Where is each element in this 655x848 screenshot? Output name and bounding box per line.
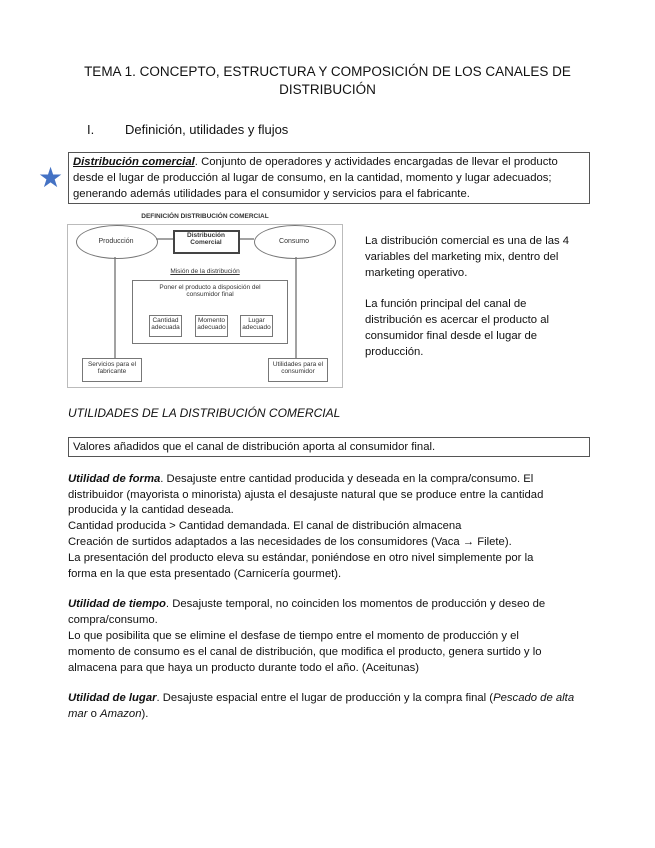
forma-text: producida y la cantidad deseada. [68,504,234,516]
diagram-momento: Momento adecuado [197,317,226,331]
diagram-consumo: Consumo [279,238,309,245]
diagram-mision: Misión de la distribución [170,268,240,275]
diagram [60,210,350,390]
forma-text: . Desajuste entre cantidad producida y deseada en la compra/consumo. El [160,473,534,485]
definition-text: desde el lugar de producción al lugar de consumo, en la cantidad, momento y lugar adecuados; [73,172,552,184]
valores-text: Valores añadidos que el canal de distribución aporta al consumidor final. [73,441,436,453]
section-heading: Definición, utilidades y flujos [125,122,289,137]
tiempo-text: Lo que posibilita que se elimine el desfase de tiempo entre el momento de producción y el [68,630,519,642]
title-line-2: DISTRIBUCIÓN [279,82,376,97]
side-text: producción. [365,346,424,358]
tiempo-text: compra/consumo. [68,614,158,626]
tiempo-text: almacena para que haya un producto durante todo el año. (Aceitunas) [68,662,420,674]
lugar-text: . Desajuste espacial entre el lugar de producción y la compra final ( [156,692,494,704]
diagram-produccion: Producción [98,238,134,245]
definition-term: Distribución comercial [73,156,195,168]
side-text: consumidor final desde el lugar de [365,330,538,342]
utilidades-heading: UTILIDADES DE LA DISTRIBUCIÓN COMERCIAL [68,406,341,420]
side-text: La función principal del canal de [365,298,527,310]
forma-term: Utilidad de forma [68,473,161,485]
side-text: distribución es acercar el producto al [365,314,549,326]
lugar-example: Amazon [100,708,142,720]
forma-text: forma en la que esta presentado (Carnicería gourmet). [68,568,342,580]
diagram-title: DEFINICIÓN DISTRIBUCIÓN COMERCIAL [141,213,269,220]
lugar-text: ). [141,708,149,720]
title-line-1: TEMA 1. CONCEPTO, ESTRUCTURA Y COMPOSICIÓN DE LOS CANALES DE [84,64,571,79]
lugar-text: o [87,708,101,720]
definition-text: generando además utilidades para el consumidor y servicios para el fabricante. [73,188,470,200]
forma-text: La presentación del producto eleva su estándar, poniéndose en otro nivel simplemente por la [68,552,534,564]
tiempo-term: Utilidad de tiempo [68,598,166,610]
tiempo-text: . Desajuste temporal, no coinciden los momentos de producción y deseo de [165,598,546,610]
section-number: I. [87,122,95,137]
lugar-example: Pescado de alta [493,692,575,704]
diagram-utilidades: Utilidades para el consumidor [272,361,324,375]
tiempo-text: momento de consumo es el canal de distribución, que modifica el producto, genera surtido y lo [68,646,542,658]
forma-text: distribuidor (mayorista o minorista) ajusta el desajuste natural que se produce entre la cantidad [68,489,544,501]
star-icon: ★ [38,162,64,193]
definition-text: . Conjunto de operadores y actividades encargadas de llevar el producto [194,156,558,168]
lugar-example: mar [68,708,88,720]
side-text: variables del marketing mix, dentro del [365,251,559,263]
diagram-servicios: Servicios para el fabricante [87,361,137,375]
diagram-lugar: Lugar adecuado [242,317,271,331]
forma-text: Creación de surtidos adaptados a las necesidades de los consumidores (Vaca → Filete). [68,536,512,548]
diagram-center: Distribución Comercial [187,232,225,246]
side-text: La distribución comercial es una de las 4 [365,235,570,247]
side-text: marketing operativo. [365,267,468,279]
diagram-cantidad: Cantidad adecuada [151,317,180,331]
diagram-poner: Poner el producto a disposición del consumidor final [159,284,261,298]
lugar-term: Utilidad de lugar [68,692,157,704]
forma-text: Cantidad producida > Cantidad demandada. El canal de distribución almacena [68,520,462,532]
